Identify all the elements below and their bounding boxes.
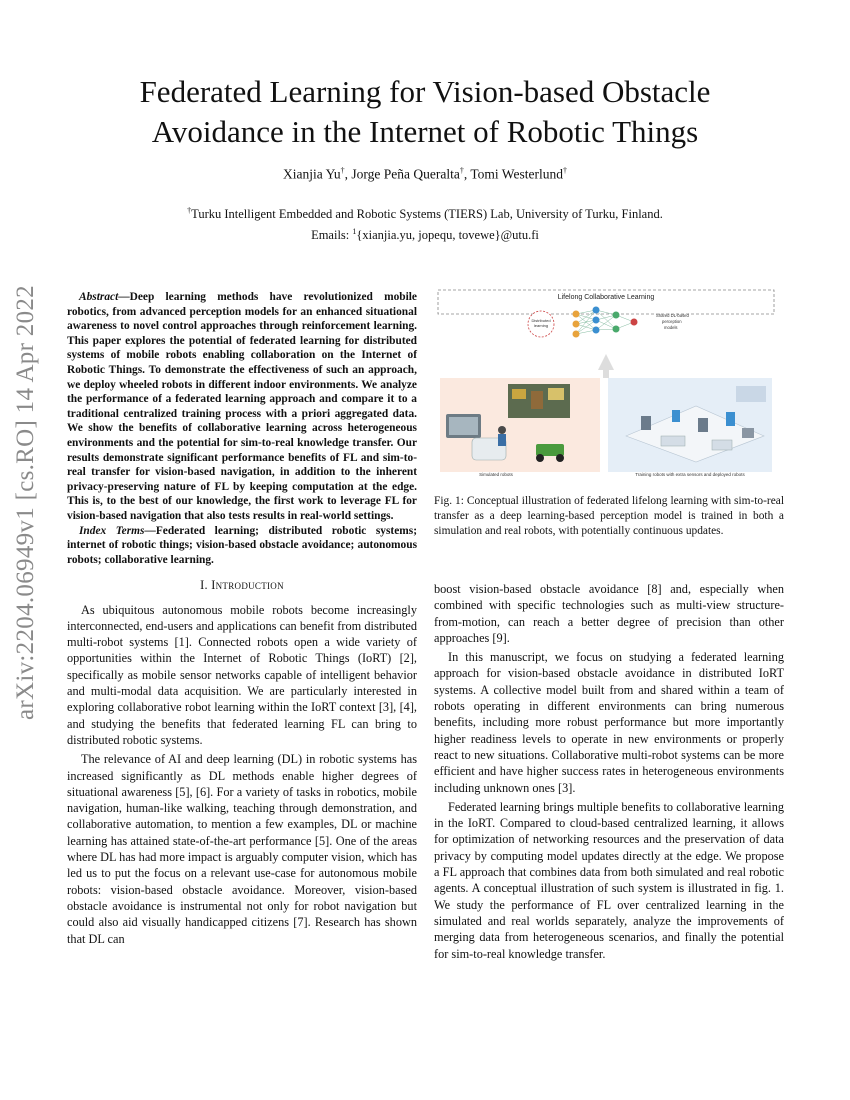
deployed-robot <box>641 416 651 430</box>
intro-paragraph-2: The relevance of AI and deep learning (DL) in robotic systems has increased significantly as DL methods enable higher degrees of situational awareness [5], [6]. For a variety of tasks in robotics, mobile navigation, human-like walking, teaching through demonstration, and collaborative automation, to mention a few examples, DL or machine learning has attained state-of-the-art performance [5]. One of the areas where DL has had more impact is arguably computer vision, which has led us to put the focus on a relevant use-case for autonomous mobile robots: vision-based obstacle avoidance. Moreover, vision-based obstacle avoidance is instrumental not only for robot navigation but could also aid visually handicapped citizens [7]. Research has shown that DL can <box>67 752 417 946</box>
author-2: Jorge Peña Queralta <box>351 166 460 182</box>
abstract <box>67 290 417 524</box>
index-terms-label: Index Terms <box>79 524 145 537</box>
right-paragraph-3: Federated learning brings multiple benefits to collaborative learning in the IoRT. Compared to cloud-based centralized learning, it allows for optimization of networking resources and the preservation of data privacy by computing model updates directly at the edge. We propose a FL approach that combines data from both simulated and real robotic agents. A conceptual illustration of such system is illustrated in fig. 1. We study the performance of FL over centralized learning in the simulated and real worlds separately, analyze the improvements of merging data from heterogeneous scenarios, and finally the potential for sim-to-real knowledge transfer. <box>434 799 784 961</box>
person-icon <box>498 426 506 434</box>
author-mark: † <box>340 166 345 175</box>
figure-header: Lifelong Collaborative Learning <box>557 294 655 301</box>
abstract-label: Abstract <box>79 291 119 303</box>
figure-illustration <box>436 286 776 486</box>
neural-network-icon <box>576 310 634 334</box>
svg-text:models: models <box>664 325 678 330</box>
figure-caption: Fig. 1: Conceptual illustration of federated lifelong learning with sim-to-real transfer as a deep learning-based perception model is trained in both a simulation and real robots, with potentially continuous updates. <box>434 495 784 537</box>
title-line-1: Federated Learning for Vision-based Obstacle <box>139 74 711 109</box>
emails-sup: 1 <box>352 227 357 237</box>
affiliation-block <box>80 202 770 244</box>
intro-paragraph-1: As ubiquitous autonomous mobile robots become increasingly interconnected, end-users and applications can benefit from distributed multi-robot systems [1]. Connected robots open a wide variety of opportunities within the Internet of Robotic Things (IoRT) [2], specifically as mobile sensor networks capable of intelligent behavior and multi-modal data acquisition. We are particularly interested in exploring collaborative robot learning within the IoRT context [3], [4], and studying the benefits that federated learning FL can bring to distributed robotic systems. <box>67 602 417 747</box>
author-mark: † <box>459 166 464 175</box>
left-column <box>67 290 417 950</box>
section-heading-introduction <box>67 577 417 593</box>
up-arrow-icon <box>598 354 614 378</box>
svg-text:perception: perception <box>662 319 682 324</box>
author-3: Tomi Westerlund <box>470 166 563 182</box>
figure-1 <box>436 286 776 486</box>
affiliation-mark: † <box>187 206 192 215</box>
sim-label: Simulated robots <box>479 472 513 477</box>
right-paragraph-2: In this manuscript, we focus on studying a federated learning approach for vision-based obstacle avoidance in distributed IoRT systems. A collective model built from and shared within a team of robots operating in different environments can bring numerous benefits, including more robust performance but more importantly higher readiness levels to operate in new environments or properly react to new situations. Collaborative multi-robot systems can be more efficient and have higher success rates in heterogeneous environments including unknown ones [3]. <box>434 650 784 795</box>
paper-title <box>80 72 770 152</box>
right-paragraph-1: boost vision-based obstacle avoidance [8] and, especially when combined with specific technologies such as multi-view structure-from-motion, can reach a better degree of precision than other approaches [9]. <box>434 582 784 645</box>
svg-text:learning: learning <box>533 323 549 328</box>
index-terms-text: —Federated learning; distributed robotic systems; internet of robotic things; vision-based obstacle avoidance; autonomous robots; collaborative learning. <box>67 524 417 566</box>
affiliation: Turku Intelligent Embedded and Robotic Systems (TIERS) Lab, University of Turku, Finland. <box>191 207 663 222</box>
abstract-text: —Deep learning methods have revolutionized mobile robotics, from advanced perception models for an enhanced situational awareness to novel control approaches through reinforcement learning. This paper explores the potential of federated learning for distributed systems of mobile robots enabling collaboration on the Internet of Robotic Things. To demonstrate the effectiveness of such an approach, we deploy wheeled robots in different indoor environments. We analyze the performance of a federated learning approach and compare it to a traditional centralized training process with a priori aggregated data. We show the benefits of collaborative learning across heterogeneous environments and the potential for sim-to-real knowledge transfer. Our results demonstrate significant performance benefits of FL and sim-to-real transfer for vision-based navigation, in addition to the inherent privacy-preserving nature of FL by keeping computation at the edge. This is, to the best of our knowledge, the first work to leverage FL for vision-based navigation that also tests results in real-world settings. <box>67 291 417 522</box>
author-1: Xianjia Yu <box>283 166 341 182</box>
section-numeral: I. <box>200 578 212 593</box>
emails-prefix: Emails: <box>311 228 353 243</box>
title-line-2: Avoidance in the Internet of Robotic Things <box>151 114 699 149</box>
section-title: Introduction <box>211 578 284 593</box>
shared-models-label: Shared DL-based <box>656 313 689 318</box>
real-label: Training robots with extra sensors and deployed robots <box>635 472 745 477</box>
distributed-learning-label: Distributed <box>531 318 551 323</box>
arxiv-identifier: arXiv:2204.06949v1 [cs.RO] 14 Apr 2022 <box>12 285 39 720</box>
author-mark: † <box>562 166 567 175</box>
right-column <box>434 581 784 965</box>
emails: {xianjia.yu, jopequ, tovewe}@utu.fi <box>356 228 539 243</box>
index-terms <box>67 524 417 568</box>
author-list: Xianjia Yu†, Jorge Peña Queralta†, Tomi Westerlund† <box>283 166 567 182</box>
